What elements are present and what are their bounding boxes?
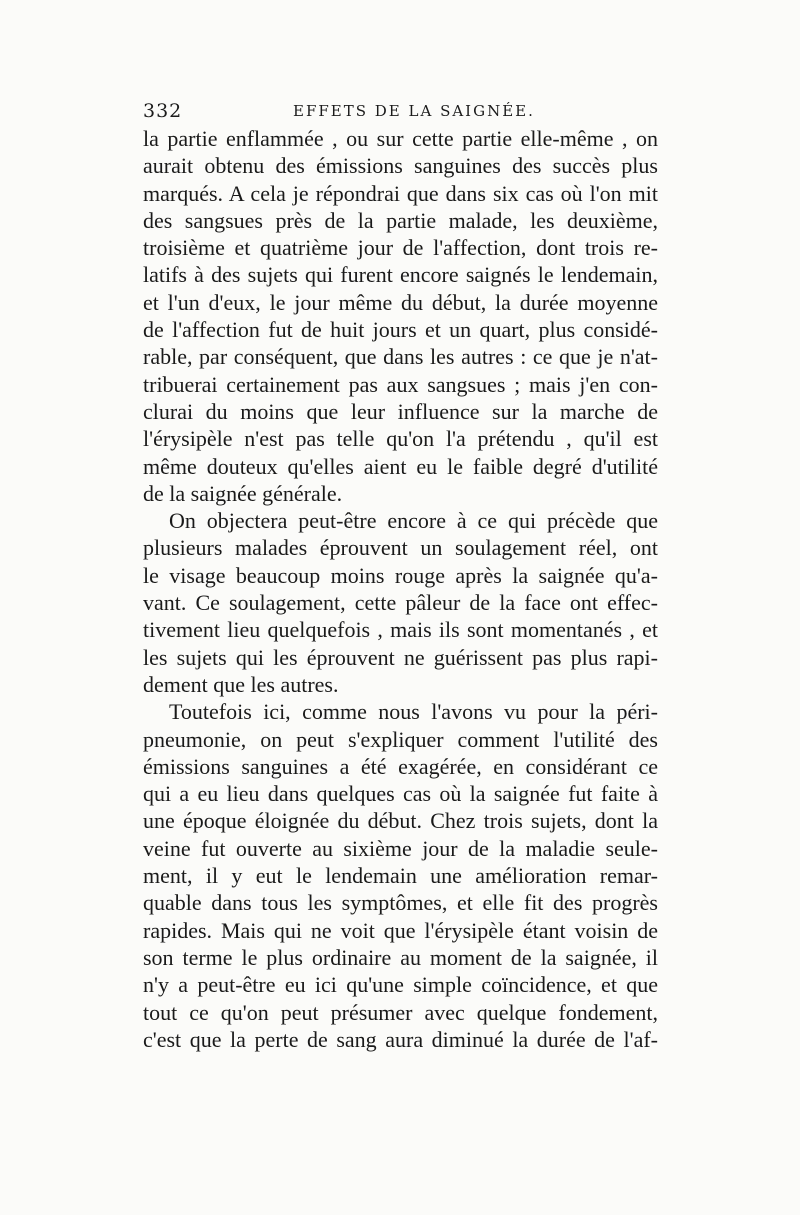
running-head: EFFETS DE LA SAIGNÉE. bbox=[293, 102, 535, 120]
text-line: l'érysipèle n'est pas telle qu'on l'a prétendu , qu'il est bbox=[143, 426, 658, 452]
text-line: les sujets qui les éprouvent ne guérissent pas plus rapi- bbox=[143, 644, 658, 670]
page-number: 332 bbox=[143, 100, 183, 122]
text-line: tout ce qu'on peut présumer avec quelque fondement, bbox=[143, 999, 658, 1025]
text-line: Toutefois ici, comme nous l'avons vu pour la péri- bbox=[169, 699, 658, 725]
body-text bbox=[143, 125, 658, 1053]
text-line: son terme le plus ordinaire au moment de la saignée, il bbox=[143, 944, 658, 970]
text-line: On objectera peut-être encore à ce qui précède que bbox=[169, 508, 658, 534]
text-line: aurait obtenu des émissions sanguines des succès plus bbox=[143, 153, 658, 179]
text-line: vant. Ce soulagement, cette pâleur de la face ont effec- bbox=[143, 590, 658, 616]
text-line: rable, par conséquent, que dans les autres : ce que je n'at- bbox=[143, 344, 658, 370]
text-line: le visage beaucoup moins rouge après la saignée qu'a- bbox=[143, 562, 658, 588]
text-line: qui a eu lieu dans quelques cas où la saignée fut faite à bbox=[143, 781, 658, 807]
text-line: la partie enflammée , ou sur cette partie elle-même , on bbox=[143, 126, 658, 151]
page-header bbox=[143, 100, 658, 126]
text-line: troisième et quatrième jour de l'affection, dont trois re- bbox=[143, 235, 658, 261]
text-line: latifs à des sujets qui furent encore saignés le lendemain, bbox=[143, 262, 658, 288]
text-line: c'est que la perte de sang aura diminué la durée de l'af- bbox=[143, 1026, 658, 1052]
text-line: une époque éloignée du début. Chez trois sujets, dont la bbox=[143, 808, 658, 834]
text-line: veine fut ouverte au sixième jour de la maladie seule- bbox=[143, 835, 658, 861]
text-line: rapides. Mais qui ne voit que l'érysipèle étant voisin de bbox=[143, 917, 658, 943]
text-line: de l'affection fut de huit jours et un quart, plus considé- bbox=[143, 317, 658, 343]
text-line: dement que les autres. bbox=[143, 671, 339, 697]
text-line: quable dans tous les symptômes, et elle fit des progrès bbox=[143, 890, 658, 916]
text-line: émissions sanguines a été exagérée, en considérant ce bbox=[143, 753, 658, 779]
text-line: ment, il y eut le lendemain une amélioration remar- bbox=[143, 863, 658, 889]
text-line: et l'un d'eux, le jour même du début, la durée moyenne bbox=[143, 289, 658, 315]
text-line: tribuerai certainement pas aux sangsues ; mais j'en con- bbox=[143, 371, 658, 397]
text-line: de la saignée générale. bbox=[143, 480, 343, 506]
text-line: clurai du moins que leur influence sur la marche de bbox=[143, 398, 658, 424]
text-line: tivement lieu quelquefois , mais ils sont momentanés , et bbox=[143, 617, 658, 643]
text-line: plusieurs malades éprouvent un soulagement réel, ont bbox=[143, 535, 658, 561]
text-line: des sangsues près de la partie malade, les deuxième, bbox=[143, 207, 658, 233]
text-line: marqués. A cela je répondrai que dans six cas où l'on mit bbox=[143, 180, 658, 206]
text-line: même douteux qu'elles aient eu le faible degré d'utilité bbox=[143, 453, 658, 479]
text-line: n'y a peut-être eu ici qu'une simple coïncidence, et que bbox=[143, 972, 658, 998]
text-line: pneumonie, on peut s'expliquer comment l'utilité des bbox=[143, 726, 658, 752]
